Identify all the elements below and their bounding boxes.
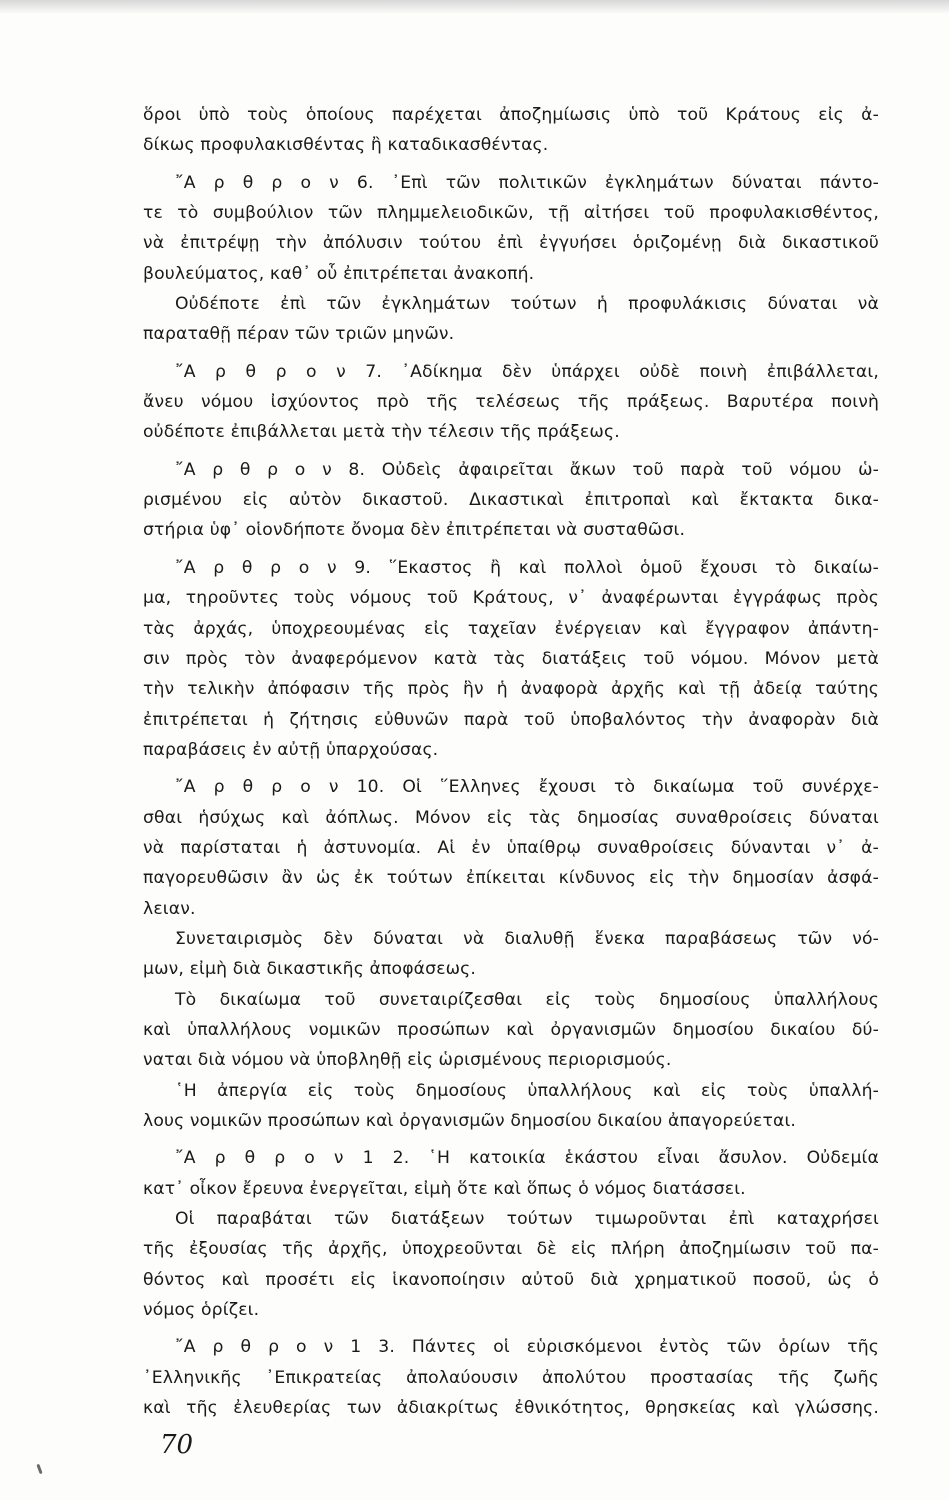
article-heading-line: ῎Α ρ θ ρ ο ν 6. ᾿Επὶ τῶν πολιτικῶν ἐγκλημάτων δύναται πάντο- bbox=[175, 172, 879, 193]
text-line: παραταθῇ πέραν τῶν τριῶν μηνῶν. bbox=[143, 324, 455, 345]
article-6 bbox=[143, 168, 879, 350]
text-line: δίκως προφυλακισθέντας ἢ καταδικασθέντας. bbox=[143, 135, 549, 156]
text-line: Οἱ παραβάται τῶν διατάξεων τούτων τιμωροῦνται ἐπὶ καταχρήσει bbox=[175, 1209, 879, 1230]
text-line: βουλεύματος, καθ᾽ οὗ ἐπιτρέπεται ἀνακοπή. bbox=[143, 263, 535, 284]
text-line: τῆς ἐξουσίας τῆς ἀρχῆς, ὑποχρεοῦνται δὲ εἰς πλήρη ἀποζημίωσιν τοῦ πα- bbox=[143, 1239, 879, 1260]
text-line: ᾿Ελληνικῆς ᾿Επικρατείας ἀπολαύουσιν ἀπολύτου προστασίας τῆς ζωῆς bbox=[143, 1367, 879, 1388]
text-line: Τὸ δικαίωμα τοῦ συνεταιρίζεσθαι εἰς τοὺς δημοσίους ὑπαλλήλους bbox=[175, 989, 879, 1010]
text-line: στήρια ὑφ᾽ οἱονδήποτε ὄνομα δὲν ἐπιτρέπεται νὰ συσταθῶσι. bbox=[143, 520, 686, 541]
article-heading-line: ῎Α ρ θ ρ ο ν 1 3. Πάντες οἱ εὑρισκόμενοι ἐντὸς τῶν ὁρίων τῆς bbox=[175, 1337, 879, 1358]
page-number: 70 bbox=[160, 1430, 194, 1460]
article-8 bbox=[143, 455, 879, 546]
text-line: παραβάσεις ἐν αὐτῇ ὑπαρχούσας. bbox=[143, 739, 439, 760]
text-line: τε τὸ συμβούλιον τῶν πλημμελειοδικῶν, τῇ αἰτήσει τοῦ προφυλακισθέντος, bbox=[143, 203, 879, 224]
text-line: λειαν. bbox=[143, 898, 196, 919]
text-line: σθαι ἡσύχως καὶ ἀόπλως. Μόνον εἰς τὰς δημοσίας συναθροίσεις δύναται bbox=[143, 807, 879, 828]
article-9 bbox=[143, 553, 879, 765]
text-line: καὶ ὑπαλλήλους νομικῶν προσώπων καὶ ὀργανισμῶν δημοσίου δικαίου δύ- bbox=[143, 1019, 879, 1040]
text-line: παγορευθῶσιν ἂν ὡς ἐκ τούτων ἐπίκειται κίνδυνος εἰς τὴν δημοσίαν ἀσφά- bbox=[143, 868, 879, 889]
article-13 bbox=[143, 1332, 879, 1423]
text-line: ἐπιτρέπεται ἡ ζήτησις εὐθυνῶν παρὰ τοῦ ὑποβαλόντος τὴν ἀναφορὰν διὰ bbox=[143, 709, 879, 730]
body-text bbox=[143, 100, 879, 1430]
text-line: ρισμένου εἰς αὐτὸν δικαστοῦ. Δικαστικαὶ ἐπιτροπαὶ καὶ ἔκτακτα δικα- bbox=[143, 490, 879, 511]
article-heading-line: ῎Α ρ θ ρ ο ν 1 2. ῾Η κατοικία ἑκάστου εἶναι ἄσυλον. Οὐδεμία bbox=[175, 1148, 879, 1169]
article-heading-line: ῎Α ρ θ ρ ο ν 7. ᾿Αδίκημα δὲν ὑπάρχει οὐδὲ ποινὴ ἐπιβάλλεται, bbox=[175, 361, 879, 382]
text-line: Οὐδέποτε ἐπὶ τῶν ἐγκλημάτων τούτων ἡ προφυλάκισις δύναται νὰ bbox=[175, 294, 879, 315]
scan-speck bbox=[36, 1464, 42, 1474]
paragraph-continuation bbox=[143, 100, 879, 161]
text-line: ὅροι ὑπὸ τοὺς ὁποίους παρέχεται ἀποζημίωσις ὑπὸ τοῦ Κράτους εἰς ἀ- bbox=[143, 105, 879, 125]
text-line: θόντος καὶ προσέτι εἰς ἱκανοποίησιν αὐτοῦ διὰ χρηματικοῦ ποσοῦ, ὡς ὁ bbox=[143, 1269, 879, 1290]
text-line: Συνεταιρισμὸς δὲν δύναται νὰ διαλυθῇ ἕνεκα παραβάσεως τῶν νό- bbox=[175, 928, 879, 949]
text-line: νὰ παρίσταται ἡ ἀστυνομία. Αἱ ἐν ὑπαίθρῳ συναθροίσεις δύνανται ν᾽ ἀ- bbox=[143, 837, 879, 858]
text-line: μα, τηροῦντες τοὺς νόμους τοῦ Κράτους, ν᾽ ἀναφέρωνται ἐγγράφως πρὸς bbox=[143, 588, 879, 609]
text-line: τὴν τελικὴν ἀπόφασιν τῆς πρὸς ἣν ἡ ἀναφορὰ ἀρχῆς καὶ τῇ ἀδείᾳ ταύτης bbox=[143, 679, 879, 700]
article-12 bbox=[143, 1143, 879, 1325]
text-line: μων, εἰμὴ διὰ δικαστικῆς ἀποφάσεως. bbox=[143, 959, 477, 980]
article-heading-line: ῎Α ρ θ ρ ο ν 8. Οὐδεὶς ἀφαιρεῖται ἄκων τοῦ παρὰ τοῦ νόμου ὡ- bbox=[175, 459, 879, 480]
text-line: νὰ ἐπιτρέψῃ τὴν ἀπόλυσιν τούτου ἐπὶ ἐγγυήσει ὁριζομένῃ διὰ δικαστικοῦ bbox=[143, 233, 879, 254]
text-line: σιν πρὸς τὸν ἀναφερόμενον κατὰ τὰς διατάξεις τοῦ νόμου. Μόνον μετὰ bbox=[143, 648, 879, 669]
text-line: ἄνευ νόμου ἰσχύοντος πρὸ τῆς τελέσεως τῆς πράξεως. Βαρυτέρα ποινὴ bbox=[143, 392, 879, 413]
page-top-shadow bbox=[0, 0, 949, 14]
article-heading-line: ῎Α ρ θ ρ ο ν 10. Οἱ ῞Ελληνες ἔχουσι τὸ δικαίωμα τοῦ συνέρχε- bbox=[175, 777, 879, 798]
text-line: λους νομικῶν προσώπων καὶ ὀργανισμῶν δημοσίου δικαίου ἀπαγορεύεται. bbox=[143, 1111, 797, 1131]
text-line: ῾Η ἀπεργία εἰς τοὺς δημοσίους ὑπαλλήλους καὶ εἰς τοὺς ὑπαλλή- bbox=[175, 1080, 879, 1101]
article-heading-line: ῎Α ρ θ ρ ο ν 9. ῞Εκαστος ἢ καὶ πολλοὶ ὁμοῦ ἔχουσι τὸ δικαίω- bbox=[175, 557, 879, 578]
article-10 bbox=[143, 772, 879, 1136]
text-line: τὰς ἀρχάς, ὑποχρεουμένας εἰς ταχεῖαν ἐνέργειαν καὶ ἔγγραφον ἀπάντη- bbox=[143, 618, 879, 639]
text-line: καὶ τῆς ἐλευθερίας των ἀδιακρίτως ἐθνικότητος, θρησκείας καὶ γλώσσης. bbox=[143, 1398, 879, 1419]
text-line: κατ᾽ οἶκον ἔρευνα ἐνεργεῖται, εἰμὴ ὅτε καὶ ὅπως ὁ νόμος διατάσσει. bbox=[143, 1178, 746, 1199]
text-line: οὐδέποτε ἐπιβάλλεται μετὰ τὴν τέλεσιν τῆς πράξεως. bbox=[143, 422, 620, 443]
text-line: νόμος ὁρίζει. bbox=[143, 1300, 260, 1321]
text-line: ναται διὰ νόμου νὰ ὑποβληθῇ εἰς ὡρισμένους περιορισμούς. bbox=[143, 1050, 672, 1071]
article-7 bbox=[143, 357, 879, 448]
